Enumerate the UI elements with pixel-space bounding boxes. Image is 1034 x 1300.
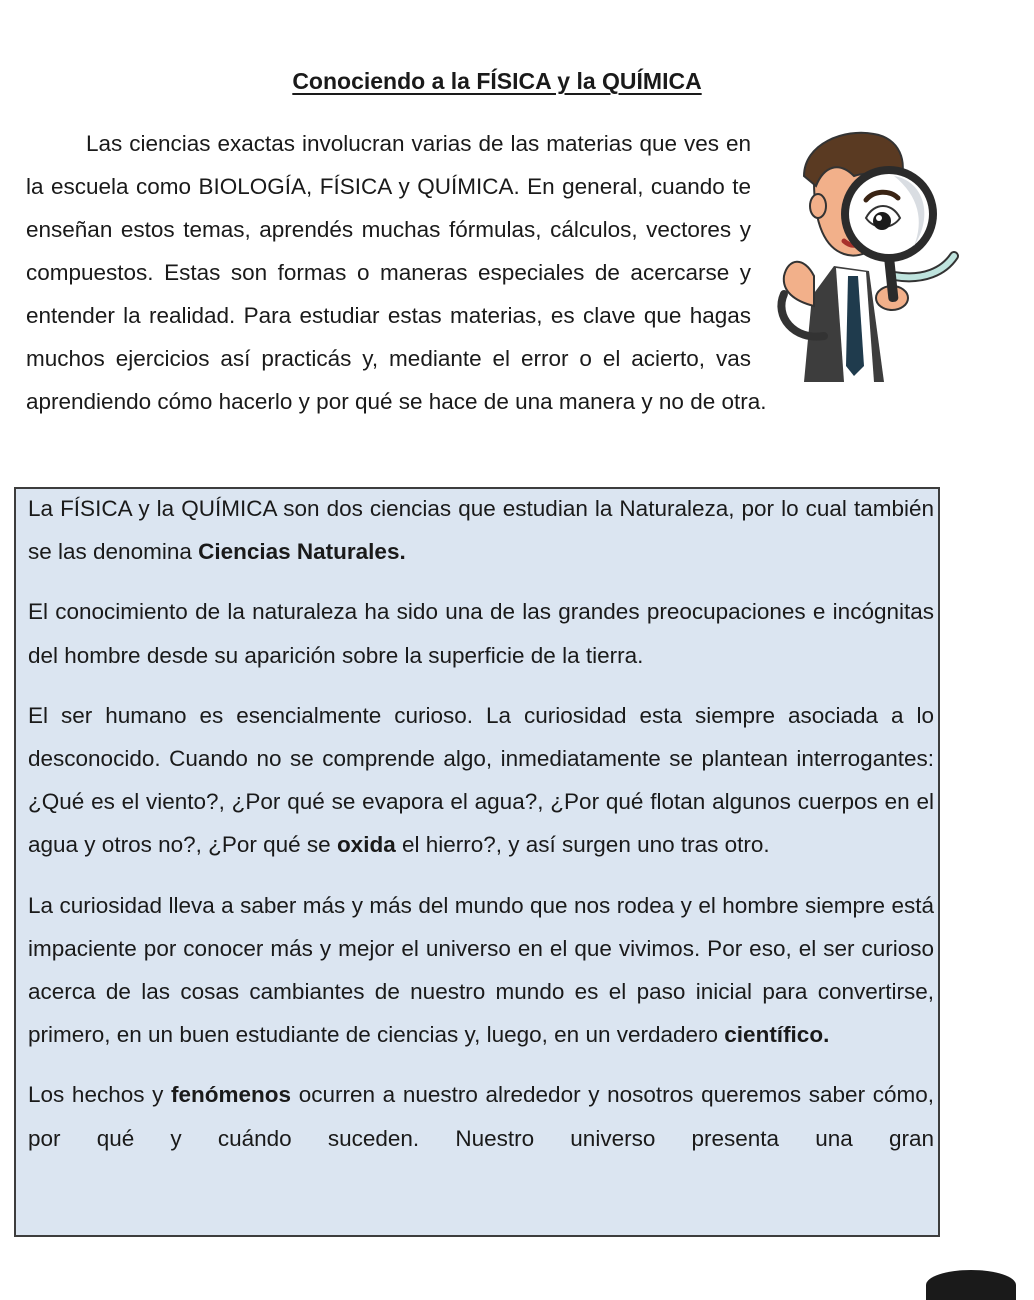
scientist-with-magnifier-illustration — [774, 126, 974, 382]
highlight-box — [14, 487, 940, 1237]
box-text: Los hechos y — [28, 1082, 172, 1108]
box-paragraph-3 — [28, 694, 934, 867]
box-text: ocurren a nuestro alrededor y nosotros queremos saber cómo, por qué y cuándo suceden. Nuestro universo presenta una gran — [28, 1082, 934, 1151]
bold-term-fenomenos: fenómenos — [171, 1082, 292, 1108]
intro-paragraph: Las ciencias exactas involucran varias de las materias que ves en la escuela como BIOLOGÍA, FÍSICA y QUÍMICA. En general, cuando te enseñan estos temas, aprendés muchas fórmulas, cálculos, vectores y compuestos. Estas son formas o maneras especiales de acercarse y entender la realidad. Para estudiar estas materias, es clave que hagas muchos ejercicios así practicás y, mediante el error o el acierto, vas aprendiendo cómo hacerlo y por qué se hace de una manera y no de otra. — [26, 131, 767, 414]
box-text: El ser humano es esencialmente curioso. La curiosidad esta siempre asociada a lo desconocido. Cuando no se comprende algo, inmediatamente se plantean interrogantes: ¿Qué es el viento?, ¿Por qué se evapora el agua?, ¿Por qué flotan algunos cuerpos en el agua y otros no?, ¿Por qué se — [28, 702, 934, 858]
page-title: Conociendo a la FÍSICA y la QUÍMICA — [292, 68, 702, 94]
box-text: La curiosidad lleva a saber más y más del mundo que nos rodea y el hombre siempre está impaciente por conocer más y mejor el universo en el que vivimos. Por eso, el ser curioso acerca de las cosas cambiantes de nuestro mundo es el paso inicial para convertirse, primero, en un buen estudiante de ciencias y, luego, en un verdadero — [28, 892, 934, 1048]
bold-term-oxida: oxida — [336, 832, 396, 858]
magnifier-icon — [774, 126, 974, 382]
decorative-corner-shape — [926, 1270, 1016, 1300]
box-paragraph-4 — [28, 884, 934, 1057]
bold-term-ciencias-naturales: Ciencias Naturales. — [198, 539, 406, 565]
box-text: La FÍSICA y la QUÍMICA son dos ciencias que estudian la Naturaleza, por lo cual también se las denomina — [28, 496, 934, 565]
box-text: el hierro?, y así surgen uno tras otro. — [395, 832, 770, 858]
box-paragraph-5 — [28, 1073, 934, 1159]
box-paragraph-1 — [28, 487, 934, 573]
bold-term-cientifico: científico. — [724, 1022, 830, 1048]
box-paragraph-2: El conocimiento de la naturaleza ha sido una de las grandes preocupaciones e incógnitas del hombre desde su aparición sobre la superficie de la tierra. — [28, 599, 934, 668]
